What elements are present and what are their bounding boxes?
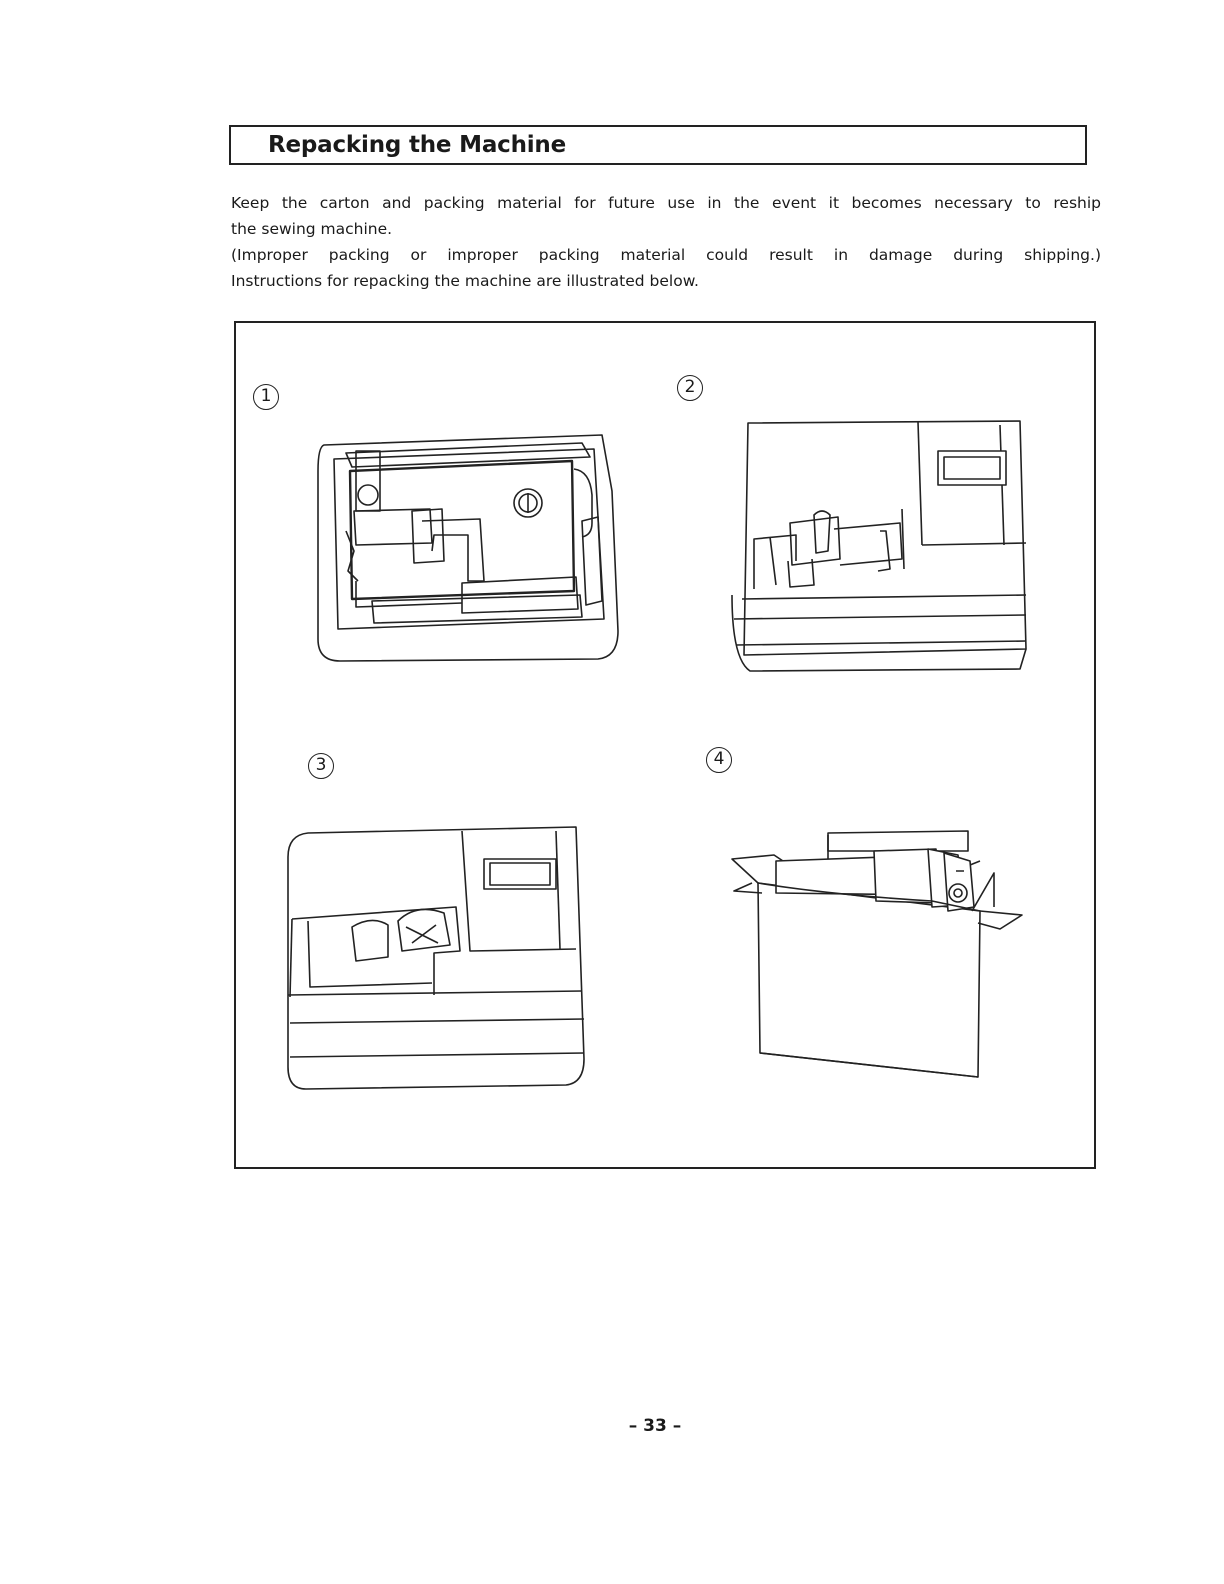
intro-line-2: the sewing machine. bbox=[231, 220, 393, 238]
intro-line-4: Instructions for repacking the machine are illustrated below. bbox=[231, 272, 699, 290]
section-title-box bbox=[229, 125, 1087, 165]
intro-text bbox=[231, 190, 1101, 294]
step-4-number: 4 bbox=[706, 747, 732, 773]
intro-line-3: (Improper packing or improper packing material could result in damage during shipping.) bbox=[231, 246, 1101, 264]
step-2-number: 2 bbox=[677, 375, 703, 401]
intro-line-1: Keep the carton and packing material for future use in the event it becomes necessary to reship bbox=[231, 194, 1101, 212]
page-number: – 33 – bbox=[628, 1416, 682, 1436]
illustration-frame bbox=[234, 321, 1096, 1169]
step-1-number: 1 bbox=[253, 384, 279, 410]
step-1-illustration bbox=[312, 431, 632, 667]
step-3-number: 3 bbox=[308, 753, 334, 779]
section-title: Repacking the Machine bbox=[268, 132, 567, 158]
